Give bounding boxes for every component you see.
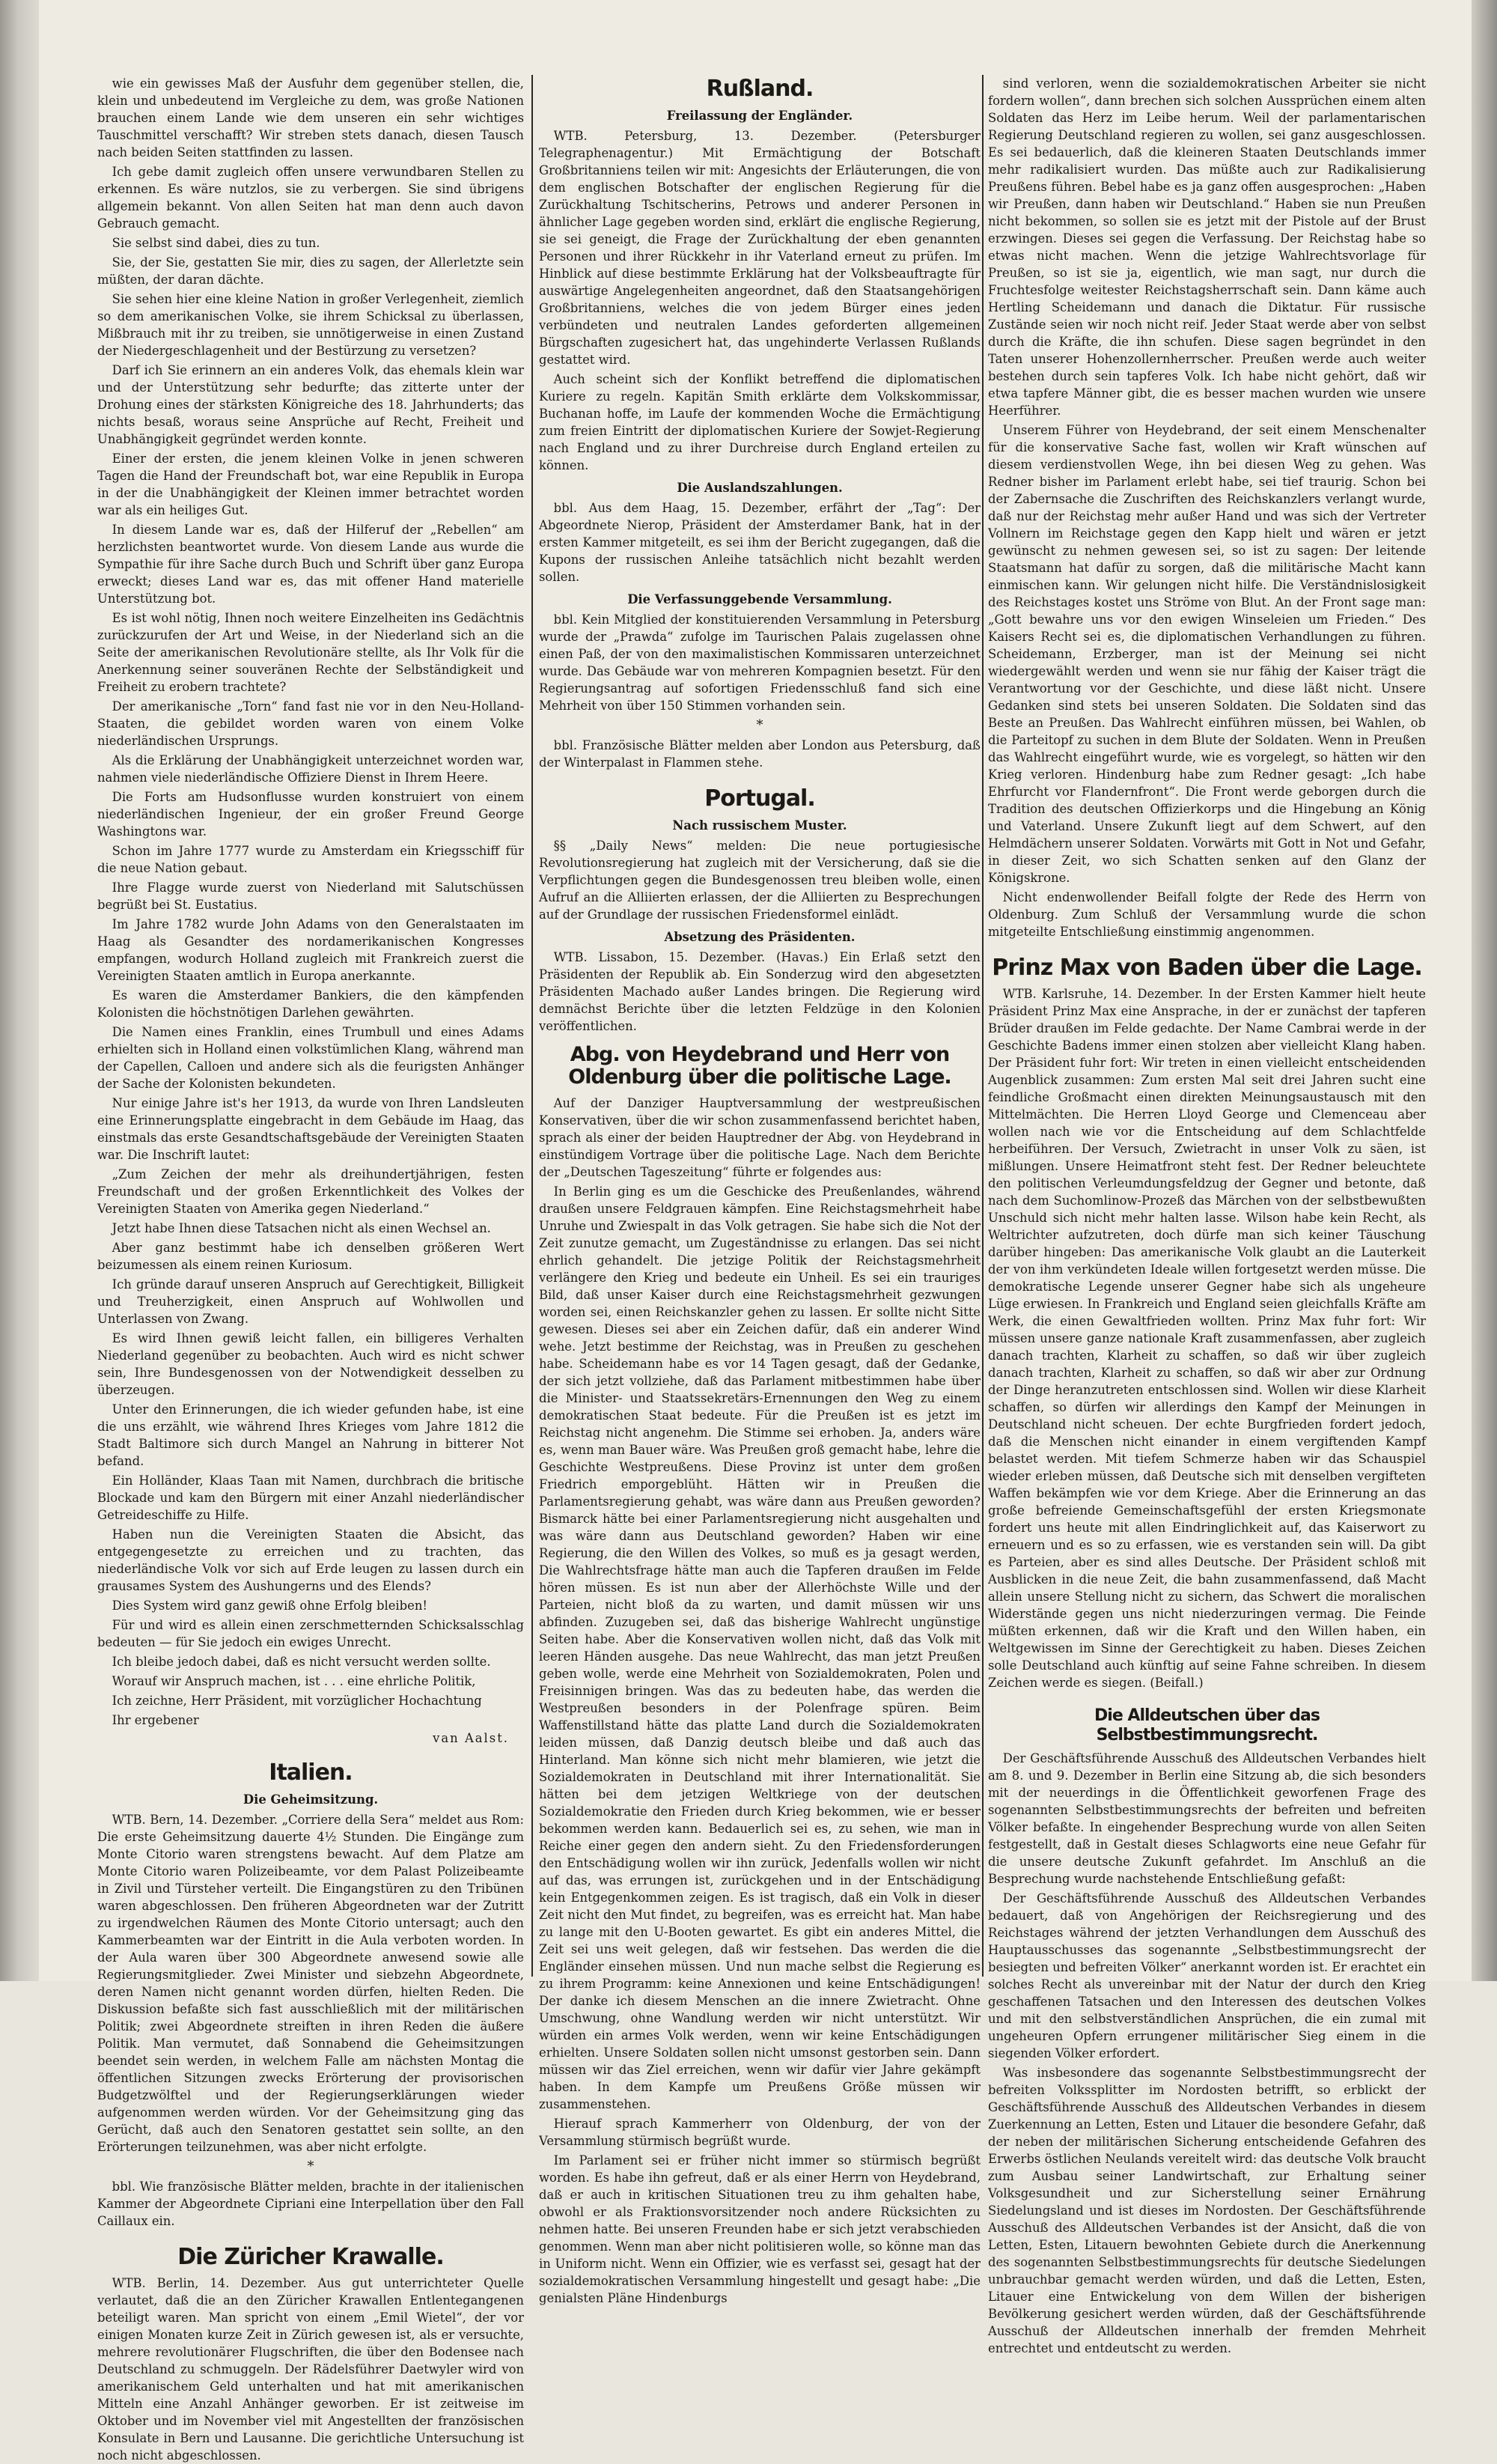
article-paragraph: Der amerikanische „Torn“ fand fast nie vor in den Neu-Holland-Staaten, die gebildet worden waren von einem Volke niederländischen Ursprungs.	[97, 699, 524, 748]
article-paragraph: Darf ich Sie erinnern an ein anderes Volk, das ehemals klein war und der Unterstützung sehr bedurfte; das zitterte unter der Drohung eines der stärksten Königreiche des 18. Jahrhunderts; das nichts besaß, woraus seine Ansprüche auf Recht, Freiheit und Unabhängigkeit gegründet werden konnte.	[97, 363, 524, 446]
article-paragraph: Nur einige Jahre ist's her 1913, da wurde von Ihren Landsleuten eine Erinnerungsplatte eingebracht in dem Gebäude im Haag, das einstmals das erste Gesandtschaftsgebäude der Vereinigten Staaten war. Die Inschrift lautet:	[97, 1096, 524, 1162]
article-paragraph: Im Parlament sei er früher nicht immer so stürmisch begrüßt worden. Es habe ihn gefreut, daß er als einer Herrn von Heydebrand, daß er auch in kritischen Situationen treu zu ihm gehalten habe, obwohl er als Fraktionsvorsitzender noch andere Rücksichten zu nehmen hatte. Bei unseren Freunden habe er sich jetzt verabschieden genommen. Wenn man aber nicht politisieren wolle, so könne man das in Uniform nicht. Wenn ein Offizier, wie es verfasst sei, gesagt hat der sozialdemokratischen Versammlung hingestellt und gesagt habe: „Die genialsten Pläne Hindenburgs	[539, 2153, 981, 2305]
article-paragraph: Schon im Jahre 1777 wurde zu Amsterdam ein Kriegsschiff für die neue Nation gebaut.	[97, 844, 524, 875]
headline-russland: Rußland.	[706, 76, 814, 102]
article-paragraph: WTB. Lissabon, 15. Dezember. (Havas.) Ein Erlaß setzt den Präsidenten der Republik ab. Ein Sonderzug wird den abgesetzten Präsidenten Machado außer Landes bringen. Die Regierung wird demnächst Berichte über die letzten Feldzüge in den Kolonien veröffentlichen.	[539, 950, 981, 1033]
article-paragraph: WTB. Bern, 14. Dezember. „Corriere della Sera“ meldet aus Rom: Die erste Geheimsitzung dauerte 4½ Stunden. Die Eingänge zum Monte Citorio waren strengstens bewacht. Auf dem Platze am Monte Citorio waren Polizeibeamte, vor dem Palast Polizeibeamte in Zivil und Türsteher verteilt. Die Eingangstüren zu den Tribünen waren abgeschlossen. Den früheren Abgeordneten war der Zutritt zu irgendwelchen Räumen des Monte Citorio untersagt; auch den Kammerbeamten war der Eintritt in die Aula verboten worden. In der Aula waren über 300 Abgeordnete anwesend sowie alle Regierungsmitglieder. Zwei Minister und siebzehn Abgeordnete, deren Namen nicht genannt worden dürfen, hielten Reden. Die Diskussion befaßte sich fast ausschließlich mit der militärischen Politik; zwei Abgeordnete streiften in ihren Reden die äußere Politik. Man vermutet, daß Sonnabend die Geheimsitzungen beendet sein werden, in welchem Falle am nächsten Montag die öffentlichen Sitzungen zwecks Erörterung der provisorischen Budgetzwölftel und der Regierungserklärungen wieder aufgenommen werden würden. Vor der Geheimsitzung ging das Gerücht, daß auch den Senatoren gestattet sein sollte, an den Erörterungen teilzunehmen, was aber nicht erfolgte.	[97, 1813, 524, 2154]
article-paragraph: Worauf wir Anspruch machen, ist . . . eine ehrliche Politik,	[112, 1674, 476, 1688]
binding-fold	[0, 0, 39, 1981]
article-paragraph: Aber ganz bestimmt habe ich denselben größeren Wert beizumessen als einem reinen Kuriosum.	[97, 1241, 524, 1272]
article-paragraph: In Berlin ging es um die Geschicke des Preußenlandes, während draußen unsere Feldgrauen kämpfen. Eine Reichstagsmehrheit habe Unruhe und Zwiespalt in das Volk getragen. Sie habe sich die Not der Zeit zunutze gemacht, um Zugeständnisse zu erlangen. Das sei nicht ehrlich gehandelt. Die jetzige Politik der Reichstagsmehrheit verlängere den Krieg und bedeute ein Unheil. Es sei ein trauriges Bild, daß unser Kaiser durch eine Reichstagsmehrheit gezwungen worden sei, einen Reichskanzler gehen zu lassen. Er sollte nicht Sitte gewesen. Dieses sei aber ein Zeichen dafür, daß ein anderer Wind wehe. Jetzt bestimme der Reichstag, was in Preußen zu geschehen habe. Scheidemann habe es vor 14 Tagen gesagt, daß der Gedanke, der sich jetzt vollziehe, daß das Parlament mitbestimmen habe über die Minister- und Staatssekretärs-Ernennungen den Weg zu einem demokratischen Staat bedeute. Für die Preußen ist es jetzt im Reichstag nicht angenehm. Die Stimme sei erhoben. Ja, anders wäre es, wenn man Bauer wäre. Was Preußen groß gemacht habe, lehre die Geschichte Westpreußens. Diese Provinz ist unter dem großen Friedrich emporgeblüht. Hätten wir in Preußen die Parlamentsregierung gehabt, was wäre dann aus Preußen geworden? Bismarck hätte bei einer Parlamentsregierung nicht ausgehalten und was wäre dann aus Deutschland geworden? Haben wir eine Regierung, die den Willen des Volkes, so muß es ja gesagt werden, Die Wahlrechtsfrage hätte man auch die Tapferen draußen im Felde hören müssen. Es ist nun aber der Allerhöchste Wille und der Parteien, nicht bloß da zu warten, und damit müssen wir uns abfinden. Zuzugeben sei, daß das bisherige Wahlrecht ungünstige Seiten habe. Aber die Konservativen wollen nicht, daß das Volk mit leeren Händen ausgehe. Das neue Wahlrecht, das man jetzt Preußen geben wolle, werde eine Mehrheit von Sozialdemokraten, Polen und Freisinnigen bringen. Was das zu bedeuten habe, das werden die Westpreußen besonders in der Polenfrage spüren. Beim Waffenstillstand hätte das platte Land durch die Sozialdemokraten leiden müssen, daß Danzig deutsch bleibe und daß auch das Hinterland. Man könne sich nicht mehr blamieren, wie jetzt die Sozialdemokraten in Deutschland mit ihrer Internationalität. Sie hätten bei dem jetzigen Weltkriege von der deutschen Sozialdemokratie den Frieden durch Krieg bekommen, wie er besser bekommen werden kann. Bedauerlich sei es, zu sehen, wie man in Reiche einer gegen den andern sieht. Zu den Friedensforderungen den Entschädigung wollen wir ihn zurück, Jedenfalls wollen wir nicht auf das, was errungen ist, zurückgehen und in der Entschädigung kein Entgegenkommen zeigen. Es ist tragisch, daß ein Volk in dieser Zeit nicht den Mut findet, zu begreifen, was es erreicht hat. Man habe zu lange mit den U-Booten gewartet. Es gibt ein anderes Mittel, die Zeit sei uns weit gelegen, daß wir festsehen. Das werden die die Engländer einsehen müssen. Und nun mache selbst die Regierung es zu ihrem Programm: keine Annexionen und keine Entschädigungen! Der danke ich diesem Menschen an die innere Zwietracht. Ohne Umschwung, ohne Wandlung werden wir nicht unterstützt. Wir würden ein armes Volk werden, wenn wir keine Entschädigungen erhielten. Unsere Soldaten sollen nicht umsonst gestorben sein. Dann müssen wir das Ziel erreichen, wenn wir dafür vier Jahre gekämpft haben. In dem Kampfe um Preußens Größe müssen wir zusammenstehen.	[539, 1184, 981, 2111]
letter-signature: van Aalst.	[433, 1731, 509, 1745]
subhead-absetzung: Absetzung des Präsidenten.	[664, 930, 856, 944]
article-paragraph: Der Geschäftsführende Ausschuß des Alldeutschen Verbandes bedauert, daß von Angehörigen der Reichsregierung und des Reichstages während der jetzten Verhandlungen dem Ausschuß des Hauptausschusses das sogenannte „Selbstbestimmungsrecht der besiegten und befreiten Völker“ anerkannt worden ist. Er erachtet ein solches Recht als unvereinbar mit der Natur der durch den Krieg geschaffenen Tatsachen und den Interessen des deutschen Volkes und mit den selbstverständlichen Ansprüchen, die ein zumal mit ungeheuren Opfern errungener militärischer Sieg einem in die siegenden Völker erfordert.	[988, 1891, 1426, 2060]
column-rule	[982, 75, 984, 1977]
article-paragraph: sind verloren, wenn die sozialdemokratischen Arbeiter sie nicht fordern wollen“, dann brechen sich solchen Aussprüchen einem alten Soldaten das Herz im Leibe herum. Weil der parlamentarischen Regierung Deutschland regieren zu wollen, sei ganz ausgeschlossen. Es sei bedauerlich, daß die kleineren Staaten Deutschlands immer mehr radikalisiert wurden. Das müßte auch zur Radikalisierung Preußens führen. Bebel habe es ja ganz offen ausgesprochen: „Haben wir Preußen, dann haben wir Deutschland.“ Haben sie nun Preußen nicht bekommen, so sollen sie es jetzt mit der Pistole auf der Brust erzwingen. Dieses sei gegen die Verfassung. Der Reichstag habe so etwas nicht machen. Wenn die jetzige Wahlrechtsvorlage für Preußen, so ist sie ja, eigentlich, wie man sagt, nur durch die Fruchtesfolge weitester Reichstagsherrschaft sein. Dann käme auch Hertling Scheidemann und danach die Diktatur. Für russische Zustände seien wir noch nicht reif. Jeder Staat werde aber von selbst durch die Kräfte, die ihn schufen. Diese sagen begründet in den Taten unserer Hohenzollernherrscher. Preußen werde auch weiter bestehen durch sein tapferes Volk. Ich habe nicht gehört, daß wir etwa tapfere Männer gibt, die es besser machen wurden wie unsere Heerführer.	[988, 76, 1426, 418]
subhead-russisches-muster: Nach russischem Muster.	[672, 818, 847, 833]
article-paragraph: wie ein gewisses Maß der Ausfuhr dem gegenüber stellen, die, klein und unbedeutend im Vergleiche zu dem, was große Nationen brauchen einem Lande wie dem unseren ein sehr wichtiges Tauschmittel verschafft? Wir streben stets danach, diesen Tausch nach beiden Seiten stattfinden zu lassen.	[97, 76, 524, 159]
article-paragraph: Unserem Führer von Heydebrand, der seit einem Menschenalter für die konservative Sache fast, wollen wir Kraft wünschen auf diesem verdienstvollen Wege, ihn bei diesen Weg zu gehen. Was Redner bisher im Parlament erlebt habe, sei tief traurig. Schon bei der Zabernsache die Zuschriften des Reichskanzlers verlangt wurde, daß nur der Reichstag mehr außer Hand und was sich der Vertreter Vollnern im Reichstage gegen den Kapp hielt und wären er jetzt gewünscht zu nehmen gewesen sei, so ist zu sagen: Der leitende Staatsmann hat dafür zu sorgen, daß die militärische Macht kann einmischen kann. Wir gelungen nicht hilfe. Die Verständnislosigkeit des Reichstages kostet uns Ströme von Blut. An der Front sage man: „Gott bewahre uns vor den ewigen Winseleien um Frieden.“ Des Kaisers Recht sei es, die diplomatischen Verhandlungen zu führen. Scheidemann, Erzberger, man ist der Meinung sei nicht wiedergewählt werden und wenn sie nur fähig der Kaiser trägt die Verantwortung vor der Geschichte, und diese läßt nicht. Unsere Gedanken sind stets bei unseren Soldaten. Die Soldaten sind das Beste an Preußen. Das Wahlrecht einführen müssen, bei Wahlen, ob die Parteitopf zu suchen in dem Blute der Soldaten. Wenn in Preußen das Wahlrecht eingeführt wurde, wie es vorgelegt, so hätten wir den Krieg verloren. Hindenburg habe zum Redner gesagt: „Ich habe Ehrfurcht vor Flandernfront“. Die Front werde geborgen durch die Tradition des deutschen Offizierkorps und die Hingebung an König und Vaterland. Unsere Zukunft liegt auf dem Schwert, auf den Helmdächern unserer Soldaten. Vorwärts mit Gott in Not und Gefahr, in dieser Zeit, wo sich Schatten senken auf den Glanz der Königskrone.	[988, 423, 1426, 885]
article-paragraph: Sie selbst sind dabei, dies zu tun.	[112, 236, 320, 250]
subhead-auslandszahlungen: Die Auslandszahlungen.	[677, 481, 843, 495]
article-paragraph: bbl. Aus dem Haag, 15. Dezember, erfährt der „Tag“: Der Abgeordnete Nierop, Präsident der Amsterdamer Bank, hat in der ersten Kammer mitgeteilt, es sei ihm der Bericht zugegangen, daß die Kupons der russischen Anleihe tatsächlich nicht bezahlt werden sollen.	[539, 501, 981, 584]
article-paragraph: bbl. Wie französische Blätter melden, brachte in der italienischen Kammer der Abgeordnete Cipriani eine Interpellation über den Fall Caillaux ein.	[97, 2179, 524, 2228]
article-paragraph: Einer der ersten, die jenem kleinen Volke in jenen schweren Tagen die Hand der Freundschaft bot, war eine Republik in Europa in der die Unabhängigkeit der Kleinen immer betrachtet worden war als ein heiliges Gut.	[97, 451, 524, 517]
article-paragraph: Dies System wird ganz gewiß ohne Erfolg bleiben!	[112, 1598, 427, 1613]
article-paragraph: bbl. Kein Mitglied der konstituierenden Versammlung in Petersburg wurde der „Prawda“ zufolge im Taurischen Palais zugelassen ohne einen Paß, der von den maximalistischen Kommissaren unterzeichnet wurde. Das Gebäude war von mehreren Kompagnien besetzt. Für den Regierungsantrag auf sofortigen Friedensschluß fand sich eine Mehrheit von über 150 Stimmen vorhanden sein.	[539, 612, 981, 713]
headline-italien: Italien.	[269, 1759, 353, 1786]
column-rule	[531, 75, 533, 1977]
article-paragraph: Es waren die Amsterdamer Bankiers, die den kämpfenden Kolonisten die höchstnötigen Darlehen gewährten.	[97, 988, 524, 1020]
article-paragraph: Haben nun die Vereinigten Staaten die Absicht, das entgegengesetzte zu erreichen und zu trachten, das niederländische Volk vor sich auf Erde leugen zu lassen durch ein grausames System des Aushungerns und des Elends?	[97, 1527, 524, 1593]
article-paragraph: Ihr ergebener	[112, 1713, 199, 1727]
column-2	[539, 75, 981, 2305]
article-paragraph: Unter den Erinnerungen, die ich wieder gefunden habe, ist eine die uns erzählt, wie während Ihres Krieges vom Jahre 1812 die Stadt Baltimore sich durch Mangel an Nahrung in bitterer Not befand.	[97, 1402, 524, 1468]
article-paragraph: Ich zeichne, Herr Präsident, mit vorzüglicher Hochachtung	[112, 1694, 482, 1708]
article-paragraph: WTB. Berlin, 14. Dezember. Aus gut unterrichteter Quelle verlautet, daß die an den Züricher Krawallen Entlentegangenen beteiligt waren. Man spricht von einem „Emil Wietel“, der vor einigen Monaten kurze Zeit in Zürich gewesen ist, als er versuchte, mehrere revolutionärer Flugschriften, die über den Bodensee nach Deutschland zu schmuggeln. Der Rädelsführer Daetwyler wird von amerikanischem Geld unterhalten und hat mit amerikanischen Mitteln eine Anzahl Anhänger geworben. Er ist zeitweise im Oktober und im November viel mit Angestellten der französischen Konsulate in Bern und Lausanne. Die gerichtliche Untersuchung ist noch nicht abgeschlossen.	[97, 2276, 524, 2463]
headline-heydebrand-oldenburg: Abg. von Heydebrand und Herr von Oldenburg über die politische Lage.	[568, 1043, 951, 1089]
article-paragraph: Nicht endenwollender Beifall folgte der Rede des Herrn von Oldenburg. Zum Schluß der Versammlung wurde die schon mitgeteilte Entschließung einstimmig angenommen.	[988, 890, 1426, 939]
separator-star: *	[307, 2159, 314, 2174]
article-paragraph: Für und wird es allein einen zerschmetternden Schicksalsschlag bedeuten — für Sie jedoch ein ewiges Unrecht.	[97, 1618, 524, 1649]
article-paragraph: Sie sehen hier eine kleine Nation in großer Verlegenheit, ziemlich so dem amerikanischen Volke, sie ihrem Schicksal zu überlassen, Mißbrauch mit ihr zu treiben, sie unnötigerweise in einen Zustand der Niedergeschlagenheit und der Bestürzung zu versetzen?	[97, 292, 524, 358]
article-paragraph: Ihre Flagge wurde zuerst von Niederland mit Salutschüssen begrüßt bei St. Eustatius.	[97, 880, 524, 912]
article-paragraph: Jetzt habe Ihnen diese Tatsachen nicht als einen Wechsel an.	[112, 1221, 491, 1235]
article-paragraph: Ich bleibe jedoch dabei, daß es nicht versucht werden sollte.	[112, 1655, 491, 1669]
article-paragraph: Was insbesondere das sogenannte Selbstbestimmungsrecht der befreiten Volkssplitter im Nordosten betrifft, so erblickt der Geschäftsführende Ausschuß des Alldeutschen Verbandes in diesem Zuerkennung an Letten, Esten und Litauer die besondere Gefahr, daß der neben der militärischen Sicherung entscheidende Gefahren des Erwerbs östlichen Neulands vereitelt wird: das deutsche Volk braucht zum Ausbau seiner Landwirtschaft, zur Erhaltung seiner Volksgesundheit und zur Sicherstellung seiner Ernährung Siedelungsland und ist dieses im Nordosten. Der Geschäftsführende Ausschuß des Alldeutschen Verbandes ist der Ansicht, daß die von Letten, Esten, Litauern bewohnten Gebiete durch die Anerkennung des sogenannten Selbstbestimmungsrechts für deutsche Siedelungen unbrauchbar gemacht werden würden, und daß die Letten, Esten, Litauer eine Entwickelung von dem Willen der bisherigen Bevölkerung gesichert werden würden, daß der Geschäftsführende Ausschuß der Alldeutschen innerhalb der fremden Mehrheit entrechtet und entdeutscht zu werden.	[988, 2066, 1426, 2355]
subhead-geheimsitzung: Die Geheimsitzung.	[243, 1792, 379, 1807]
article-paragraph: Hierauf sprach Kammerherr von Oldenburg, der von der Versammlung stürmisch begrüßt wurde.	[539, 2117, 981, 2148]
article-paragraph: Die Forts am Hudsonflusse wurden konstruiert von einem niederländischen Ingenieur, der ein großer Freund George Washingtons war.	[97, 790, 524, 839]
subhead-verfassunggebende: Die Verfassunggebende Versammlung.	[627, 592, 892, 606]
headline-portugal: Portugal.	[704, 785, 815, 812]
article-paragraph: bbl. Französische Blätter melden aber London aus Petersburg, daß der Winterpalast in Flammen stehe.	[539, 738, 981, 770]
headline-prinz-max: Prinz Max von Baden über die Lage.	[992, 955, 1422, 981]
article-paragraph: Es ist wohl nötig, Ihnen noch weitere Einzelheiten ins Gedächtnis zurückzurufen der Art und Weise, in der Niederland sich an die Seite der amerikanischen Revolutionäre stellte, als Ihr Volk für die Anerkennung seiner souveränen Rechte der Selbständigkeit und Freiheit zu erobern trachtete?	[97, 611, 524, 694]
article-paragraph: „Zum Zeichen der mehr als dreihundertjährigen, festen Freundschaft und der großen Erkenntlichkeit des Volkes der Vereinigten Staaten von Amerika gegen Niederland.“	[97, 1167, 524, 1216]
column-3	[988, 75, 1426, 2355]
article-paragraph: Die Namen eines Franklin, eines Trumbull und eines Adams erhielten sich in Holland einen volkstümlichen Klang, während man der Capellen, Calloen und andere sich als die feurigsten Anhänger der Sache der Kolonisten bekundeten.	[97, 1025, 524, 1091]
subhead-freilassung: Freilassung der Engländer.	[666, 109, 853, 123]
article-paragraph: WTB. Karlsruhe, 14. Dezember. In der Ersten Kammer hielt heute Präsident Prinz Max eine Ansprache, in der er zunächst der tapferen Brüder draußen im Felde gedachte. Der Name Cambrai werde in der Geschichte Badens immer einen stolzen aber vielleicht Klang haben. Der Präsident fuhr fort: Wir treten in einen vielleicht entscheidenden Augenblick zusammen: Zum ersten Mal seit drei Jahren sucht eine feindliche Großmacht einen direkten Meinungsaustausch mit den Mittelmächten. Die Herren Lloyd George und Clemenceau aber wollen nach wie vor die Entscheidung auf dem Schlachtfelde herbeiführen. Der Versuch, Zwietracht in unser Volk zu säen, ist mißlungen. Unsere Heimatfront steht fest. Der Redner beleuchtete den politischen Verleumdungsfeldzug der Gegner und betonte, daß nach dem Suchomlinow-Prozeß das Märchen von der selbstbewußten Unschuld sich nicht mehr halten lasse. Wilson habe kein Recht, als Weltrichter aufzutreten, doch dürfe man sich keiner Täuschung darüber hingeben: Das amerikanische Volk glaubt an die Lauterkeit der von ihm verkündeten Ideale willen fortgesetzt werden müsse. Die demokratische Legende unserer Gegner habe sich als ungeheure Lüge erwiesen. In Frankreich und England seien gleichfalls Kräfte am Werk, die einen Gewaltfrieden wollten. Prinz Max fuhr fort: Wir müssen unsere ganze nationale Kraft zusammenfassen, aber zugleich danach trachten, Klarheit zu schaffen, so daß wir über zugleich danach trachten, Klarheit zu schaffen, so daß wir aber zur Ordnung der Dinge heranzutreten entschlossen sind. Wollen wir diese Klarheit schaffen, so dürfen wir allerdings den Kampf der Meinungen in Deutschland nicht scheuen. Der echte Burgfrieden fordert jedoch, daß die Menschen nicht einander in einem vergiftenden Kampf belastet werden. Mit tiefem Schmerze haben wir das Schauspiel wieder erleben müssen, daß Deutsche sich mit denselben vergifteten Waffen bekämpfen wie vor dem Kriege. Aber die Erinnerung an das große befreiende Gemeinschaftsgefühl der ersten Kriegsmonate fordert uns heute mit allen Eindringlichkeit auf, das Kaiserwort zu erneuern und es so zu erfassen, wie es verstanden sein will. Da gibt es Parteien, aber es sind alles Deutsche. Der Präsident schloß mit Ausblicken in die neue Zeit, die bahn zusammenfassend, daß Macht allein unsere Stellung nicht zu sichern, das Schwert die moralischen Widerstände gegen uns nicht niederzuringen vermag. Die Feinde müßten erkennen, daß wir die Kraft und den Willen haben, ein Weltgewissen im Sinne der Gerechtigkeit zu haben. Dieses Zeichen solle Deutschland auch künftig auf seine Fahne schreiben. In diesem Zeichen werde es siegen. (Beifall.)	[988, 987, 1426, 1690]
article-paragraph: Es wird Ihnen gewiß leicht fallen, ein billigeres Verhalten Niederland gegenüber zu beobachten. Auch wird es nicht schwer sein, Ihre Bundesgenossen von der Notwendigkeit desselben zu überzeugen.	[97, 1331, 524, 1397]
article-paragraph: Ein Holländer, Klaas Taan mit Namen, durchbrach die britische Blockade und kam den Bürgern mit einer Anzahl niederländischer Getreideschiffe zu Hilfe.	[97, 1473, 524, 1522]
headline-alldeutsche: Die Alldeutschen über das Selbstbestimmungsrecht.	[1094, 1706, 1320, 1744]
article-paragraph: Ich gebe damit zugleich offen unsere verwundbaren Stellen zu erkennen. Es wäre nutzlos, sie zu verbergen. Sie sind übrigens allgemein bekannt. Von allen Seiten hat man denn auch davon Gebrauch gemacht.	[97, 165, 524, 231]
article-paragraph: Sie, der Sie, gestatten Sie mir, dies zu sagen, der Allerletzte sein müßten, der daran dächte.	[97, 255, 524, 287]
article-paragraph: §§ „Daily News“ melden: Die neue portugiesische Revolutionsregierung hat zugleich mit der Versicherung, daß sie die Verpflichtungen gegen die Bundesgenossen treu bleiben wolle, einen Aufruf an die Alliierten erlassen, der die Alliierten zu Besprechungen auf der Grundlage der russischen Friedensformel einlädt.	[539, 839, 981, 922]
article-paragraph: In diesem Lande war es, daß der Hilferuf der „Rebellen“ am herzlichsten beantwortet wurde. Von diesem Lande aus wurde die Sympathie für ihre Sache durch Buch und Schrift über ganz Europa erweckt; dieses Land war es, das mit offener Hand materielle Unterstützung bot.	[97, 523, 524, 606]
article-paragraph: Auch scheint sich der Konflikt betreffend die diplomatischen Kuriere zu regeln. Kapitän Smith erklärte dem Volkskommissar, Buchanan hoffe, im Laufe der kommenden Woche die Ermächtigung zum freien Eintritt der diplomatischen Kuriere der Sowjet-Regierung nach England und zu ihrer Durchreise durch England erteilen zu können.	[539, 372, 981, 472]
article-paragraph: Im Jahre 1782 wurde John Adams von den Generalstaaten im Haag als Gesandter des nordamerikanischen Kongresses empfangen, wodurch Holland zugleich mit Frankreich zuerst die Vereinigten Staaten amtlich in Europa anerkannte.	[97, 917, 524, 983]
article-paragraph: WTB. Petersburg, 13. Dezember. (Petersburger Telegraphenagentur.) Mit Ermächtigung der Botschaft Großbritanniens teilen wir mit: Angesichts der Erläuterungen, die von dem englischen Botschafter der englischen Regierung für die Zurückhaltung Tschitscherins, Petrows und anderer Personen in ähnlicher Lage gegeben worden sind, erklärt die englische Regierung, sie sei geneigt, die Frage der Zurückhaltung der eben genannten Personen und ihrer Rückkehr in ihr Vaterland erneut zu prüfen. Im Hinblick auf diese bestimmte Erklärung hat der Volksbeauftragte für auswärtige Angelegenheiten angeordnet, daß den Staatsangehörigen Großbritanniens, welches die von jedem Bürger eines jeden verbündeten und neutralen Landes geforderten allgemeinen Bürgschaften zugesichert hat, das ungehinderte Verlassen Rußlands gestattet wird.	[539, 129, 981, 367]
article-paragraph: Als die Erklärung der Unabhängigkeit unterzeichnet worden war, nahmen viele niederländische Offiziere Dienst in Ihrem Heere.	[97, 753, 524, 785]
article-paragraph: Auf der Danziger Hauptversammlung der westpreußischen Konservativen, über die wir schon zusammenfassend berichtet haben, sprach als einer der beiden Hauptredner der Abg. von Heydebrand in einstündigem Vortrage über die politische Lage. Nach dem Berichte der „Deutschen Tageszeitung“ führte er folgendes aus:	[539, 1096, 981, 1179]
page-edge	[1472, 0, 1497, 1981]
headline-zuericher-krawalle: Die Züricher Krawalle.	[177, 2244, 444, 2270]
article-paragraph: Ich gründe darauf unseren Anspruch auf Gerechtigkeit, Billigkeit und Treuherzigkeit, einen Anspruch auf Wohlwollen und Unterlassen von Zwang.	[97, 1277, 524, 1326]
separator-star: *	[756, 717, 763, 733]
article-paragraph: Der Geschäftsführende Ausschuß des Alldeutschen Verbandes hielt am 8. und 9. Dezember in Berlin eine Sitzung ab, die sich besonders mit der neuerdings in die Öffentlichkeit geworfenen Frage des sogenannten Selbstbestimmungsrechts der befreiten und befreiten Völker befaßte. In eingehender Besprechung wurde von allen Seiten festgestellt, daß in Gestalt dieses Schlagworts eine neue Gefahr für die unsere deutsche Zukunft gefahrdet. Im Anschluß an die Besprechung wurde nachstehende Entschließung gefaßt:	[988, 1751, 1426, 1886]
column-1	[97, 75, 524, 2463]
